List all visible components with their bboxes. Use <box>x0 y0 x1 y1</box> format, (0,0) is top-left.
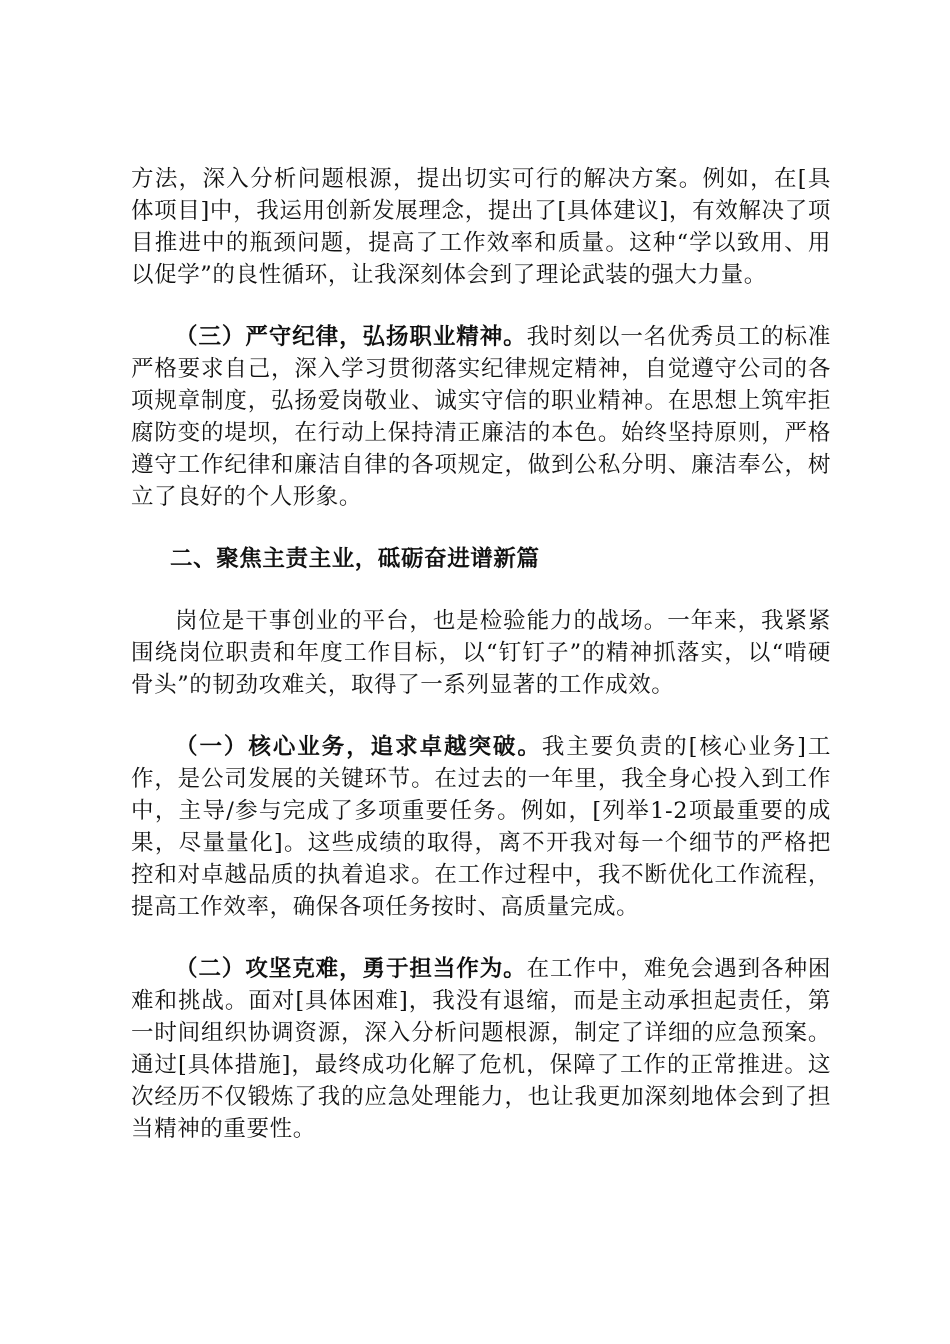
paragraph-discipline <box>131 321 831 513</box>
paragraph-continuation <box>131 163 831 291</box>
paragraph-intro <box>131 605 831 701</box>
paragraph-text: 岗位是干事创业的平台，也是检验能力的战场。一年来，我紧紧围绕岗位职责和年度工作目标，以“钉钉子”的精神抓落实，以“啃硬骨头”的韧劲攻难关，取得了一系列显著的工作成效。 <box>131 608 831 698</box>
subheading-core-business: （一）核心业务，追求卓越突破。 <box>175 734 542 760</box>
subheading-discipline: （三）严守纪律，弘扬职业精神。 <box>175 324 527 350</box>
subheading-overcoming-difficulties: （二）攻坚克难，勇于担当作为。 <box>175 956 527 982</box>
paragraph-core-business <box>131 731 831 923</box>
document-body <box>131 163 831 1175</box>
paragraph-text: 我主要负责的[核心业务]工作，是公司发展的关键环节。在过去的一年里，我全身心投入到工作中，主导/参与完成了多项重要任务。例如，[列举1-2项最重要的成果，尽量量化]。这些成绩的取得，离不开我对每一个细节的严格把控和对卓越品质的执着追求。在工作过程中，我不断优化工作流程，提高工作效率，确保各项任务按时、高质量完成。 <box>131 734 831 920</box>
paragraph-text: 在工作中，难免会遇到各种困难和挑战。面对[具体困难]，我没有退缩，而是主动承担起责任，第一时间组织协调资源，深入分析问题根源，制定了详细的应急预案。通过[具体措施]，最终成功化解了危机，保障了工作的正常推进。这次经历不仅锻炼了我的应急处理能力，也让我更加深刻地体会到了担当精神的重要性。 <box>131 956 831 1142</box>
section-title: 二、聚焦主责主业，砥砺奋进谱新篇 <box>170 546 540 572</box>
paragraph-text: 方法，深入分析问题根源，提出切实可行的解决方案。例如，在[具体项目]中，我运用创新发展理念，提出了[具体建议]，有效解决了项目推进中的瓶颈问题，提高了工作效率和质量。这种“学以致用、用以促学”的良性循环，让我深刻体会到了理论武装的强大力量。 <box>131 166 831 288</box>
paragraph-text: 我时刻以一名优秀员工的标准严格要求自己，深入学习贯彻落实纪律规定精神，自觉遵守公司的各项规章制度，弘扬爱岗敬业、诚实守信的职业精神。在思想上筑牢拒腐防变的堤坝，在行动上保持清正廉洁的本色。始终坚持原则，严格遵守工作纪律和廉洁自律的各项规定，做到公私分明、廉洁奉公，树立了良好的个人形象。 <box>131 324 831 510</box>
paragraph-overcoming-difficulties <box>131 953 831 1145</box>
